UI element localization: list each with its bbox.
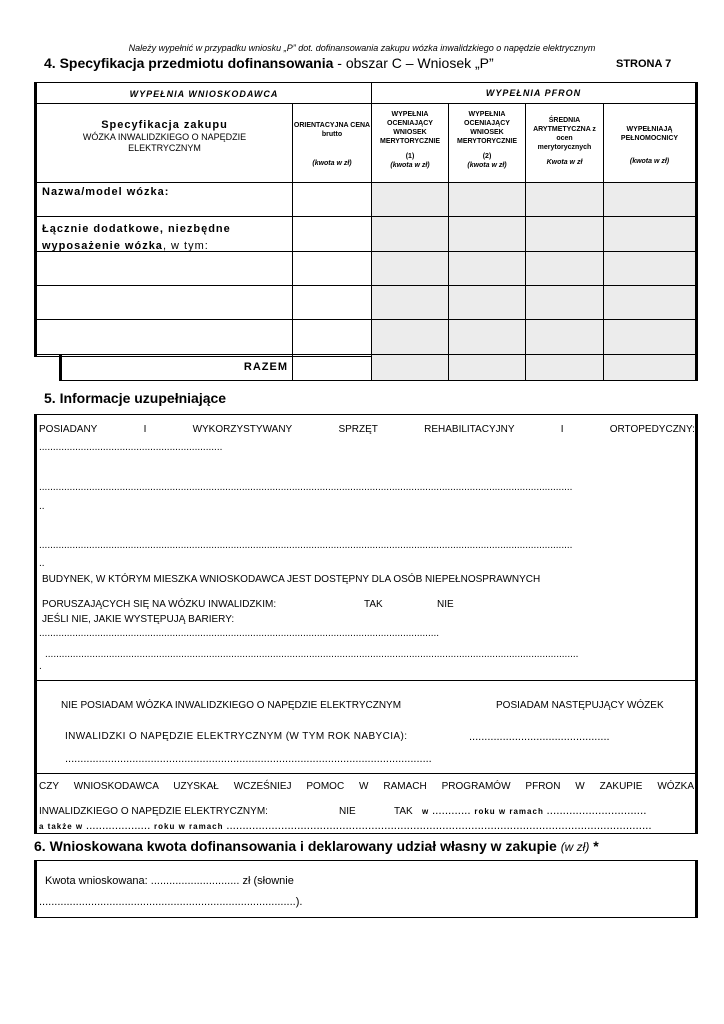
header-applicant: WYPEŁNIA WNIOSKODAWCA [34, 82, 372, 104]
building-no-option[interactable]: NIE [437, 599, 454, 610]
blank-row-3-avg [525, 319, 604, 355]
blank-row-3-proxy [603, 319, 698, 355]
requested-amount-box [34, 860, 698, 918]
col-eval1-num: (1) [405, 153, 415, 160]
row-extras-eval1-cell [371, 216, 449, 252]
spec-subtitle: WÓZKA INWALIDZKIEGO O NAPĘDZIE ELEKTRYCZNYM [82, 132, 247, 153]
help-yes-details[interactable] [422, 807, 647, 816]
blank-row-3-label[interactable] [34, 319, 293, 355]
spec-title-cell [34, 103, 293, 183]
amount-label[interactable]: Kwota wnioskowana: ............................. zł (słownie [45, 875, 294, 887]
row-total-eval2 [448, 354, 526, 381]
owned-equipment-dots-3[interactable]: ................................................................................................................................................................................................ [39, 540, 573, 551]
col-price-header [292, 103, 372, 183]
blank-row-1-label[interactable] [34, 251, 293, 286]
col-avg-header [525, 103, 604, 183]
row-extras-eval2-cell [448, 216, 526, 252]
section4-title-text: 4. Specyfikacja przedmiotu dofinansowania [44, 55, 334, 71]
help-yes-option[interactable]: TAK [394, 806, 413, 817]
wheelchair-have-option[interactable]: POSIADAM NASTĘPUJĄCY WÓZEK [496, 700, 664, 711]
col-eval1-header [371, 103, 449, 183]
col-eval2-unit: (kwota w zł) [467, 162, 507, 169]
section5-title: 5. Informacje uzupełniające [44, 390, 227, 406]
owned-word-5: REHABILITACYJNY [424, 424, 515, 435]
owned-equipment-dots-1[interactable]: .................................................................. [39, 442, 223, 453]
wheelchair-dots-1[interactable]: .............................................. [469, 731, 610, 743]
owned-word-3: WYKORZYSTYWANY [192, 424, 293, 435]
spec-title: Specyfikacja zakupu [101, 119, 228, 131]
blank-row-1-avg [525, 251, 604, 286]
row-extras-label [34, 216, 293, 252]
help-question-line1: CZY WNIOSKODAWCA UZYSKAŁ WCZEŚNIEJ POMOC W RAMACH PROGRAMÓW PFRON W ZAKUPIE WÓZKA [39, 781, 694, 792]
building-question-line2: PORUSZAJĄCYCH SIĘ NA WÓZKU INWALIDZKIM: [42, 599, 277, 610]
row-total-eval1 [371, 354, 449, 381]
building-yes-option[interactable]: TAK [364, 599, 383, 610]
additional-info-box [34, 414, 698, 834]
blank-row-2-price[interactable] [292, 285, 372, 320]
owned-word-1: POSIADANY [39, 424, 98, 435]
blank-row-3-eval1 [371, 319, 449, 355]
specification-table [34, 82, 698, 382]
row-extras-normal: , w tym: [162, 240, 209, 252]
blank-row-1-eval1 [371, 251, 449, 286]
barriers-question: JEŚLI NIE, JAKIE WYSTĘPUJĄ BARIERY: [42, 614, 235, 625]
wheelchair-line2: INWALIDZKI O NAPĘDZIE ELEKTRYCZNYM (W TYM ROK NABYCIA): [65, 731, 408, 742]
owned-equipment-dots-2-tail: .. [39, 501, 45, 512]
row-extras-proxy-cell [603, 216, 698, 252]
col-price-unit: (kwota w zł) [312, 160, 352, 167]
building-question-line1: BUDYNEK, W KTÓRYM MIESZKA WNIOSKODAWCA JEST DOSTĘPNY DLA OSÓB NIEPEŁNOSPRAWNYCH [42, 574, 541, 585]
blank-row-2-label[interactable] [34, 285, 293, 320]
owned-equipment-line [39, 424, 695, 435]
row-model-avg-cell [525, 182, 604, 217]
wheelchair-none-option[interactable]: NIE POSIADAM WÓZKA INWALIDZKIEGO O NAPĘDZIE ELEKTRYCZNYM [61, 700, 402, 711]
section4-title [44, 55, 494, 71]
blank-row-2-avg [525, 285, 604, 320]
col-eval2-num: (2) [482, 153, 492, 160]
owned-word-7: ORTOPEDYCZNY: [609, 424, 695, 435]
blank-row-3-eval2 [448, 319, 526, 355]
owned-word-6: I [560, 424, 564, 435]
barriers-dots-1[interactable]: ................................................................................................................................................ [39, 628, 440, 639]
divider-1 [37, 680, 695, 681]
blank-row-1-eval2 [448, 251, 526, 286]
section6-title [34, 838, 599, 854]
barriers-dots-2[interactable]: ................................................................................................................................................................................................ [45, 649, 579, 660]
row-total-label: RAZEM [59, 354, 293, 381]
owned-word-2: I [143, 424, 147, 435]
blank-row-2-eval2 [448, 285, 526, 320]
top-note: Należy wypełnić w przypadku wniosku „P” dot. dofinansowania zakupu wózka inwalidzkiego o napędzie elektrycznym [128, 43, 596, 53]
blank-row-3-price[interactable] [292, 319, 372, 355]
row-total-proxy [603, 354, 698, 381]
help-question-line2: INWALIDZKIEGO O NAPĘDZIE ELEKTRYCZNYM: [39, 806, 268, 817]
col-eval2-header [448, 103, 526, 183]
page-number: STRONA 7 [616, 58, 672, 70]
help-line3[interactable]: a także w .................... roku w ramach .................................................................................................................................... [39, 822, 653, 831]
blank-row-1-proxy [603, 251, 698, 286]
col-proxy-label: WYPEŁNIAJĄ PEŁNOMOCNICY [620, 126, 679, 142]
row-model-eval2-cell [448, 182, 526, 217]
col-price-label: ORIENTACYJNA CENA brutto [293, 122, 371, 138]
blank-row-2-eval1 [371, 285, 449, 320]
barriers-dots-tail: . [39, 661, 42, 672]
row-model-price-cell[interactable] [292, 182, 372, 217]
divider-2 [37, 773, 695, 774]
col-eval1-unit: (kwota w zł) [390, 162, 430, 169]
wheelchair-dots-2[interactable]: ........................................................................................................................ [65, 753, 432, 765]
row-extras-avg-cell [525, 216, 604, 252]
row-total-price[interactable] [292, 354, 372, 381]
section6-asterisk: * [593, 838, 599, 854]
col-eval1-label: WYPEŁNIA OCENIAJĄCY WNIOSEK MERYTORYCZNIE [379, 111, 441, 145]
col-proxy-header [603, 103, 698, 183]
row-extras-bold: Łącznie dodatkowe, niezbędne wyposażenie wózka [42, 223, 231, 252]
amount-words-dots[interactable]: ....................................................................................). [39, 896, 303, 908]
col-avg-unit: Kwota w zł [546, 159, 583, 166]
owned-word-4: SPRZĘT [338, 424, 378, 435]
header-pfron: WYPEŁNIA PFRON [371, 82, 698, 104]
section4-subtitle: - obszar C – Wniosek „P” [333, 55, 494, 71]
row-extras-price-cell[interactable] [292, 216, 372, 252]
blank-row-1-price[interactable] [292, 251, 372, 286]
owned-equipment-dots-2[interactable]: ................................................................................................................................................................................................ [39, 482, 573, 493]
row-total-avg [525, 354, 604, 381]
help-yes-in: w ............ [422, 807, 472, 816]
section6-title-text: 6. Wnioskowana kwota dofinansowania i deklarowany udział własny w zakupie [34, 838, 557, 854]
owned-equipment-dots-3-tail: .. [39, 558, 45, 569]
col-proxy-unit: (kwota w zł) [629, 158, 670, 165]
section6-unit: (w zł) [560, 840, 590, 854]
row-model-label: Nazwa/model wózka: [34, 182, 293, 217]
col-avg-label: ŚREDNIA ARYTMETYCZNA z ocen merytorycznych [533, 117, 596, 151]
col-eval2-label: WYPEŁNIA OCENIAJĄCY WNIOSEK MERYTORYCZNIE [456, 111, 518, 145]
help-no-option[interactable]: NIE [339, 806, 356, 817]
blank-row-2-proxy [603, 285, 698, 320]
row-model-eval1-cell [371, 182, 449, 217]
help-yes-year: roku w ramach ............................... [474, 807, 647, 816]
row-model-proxy-cell [603, 182, 698, 217]
